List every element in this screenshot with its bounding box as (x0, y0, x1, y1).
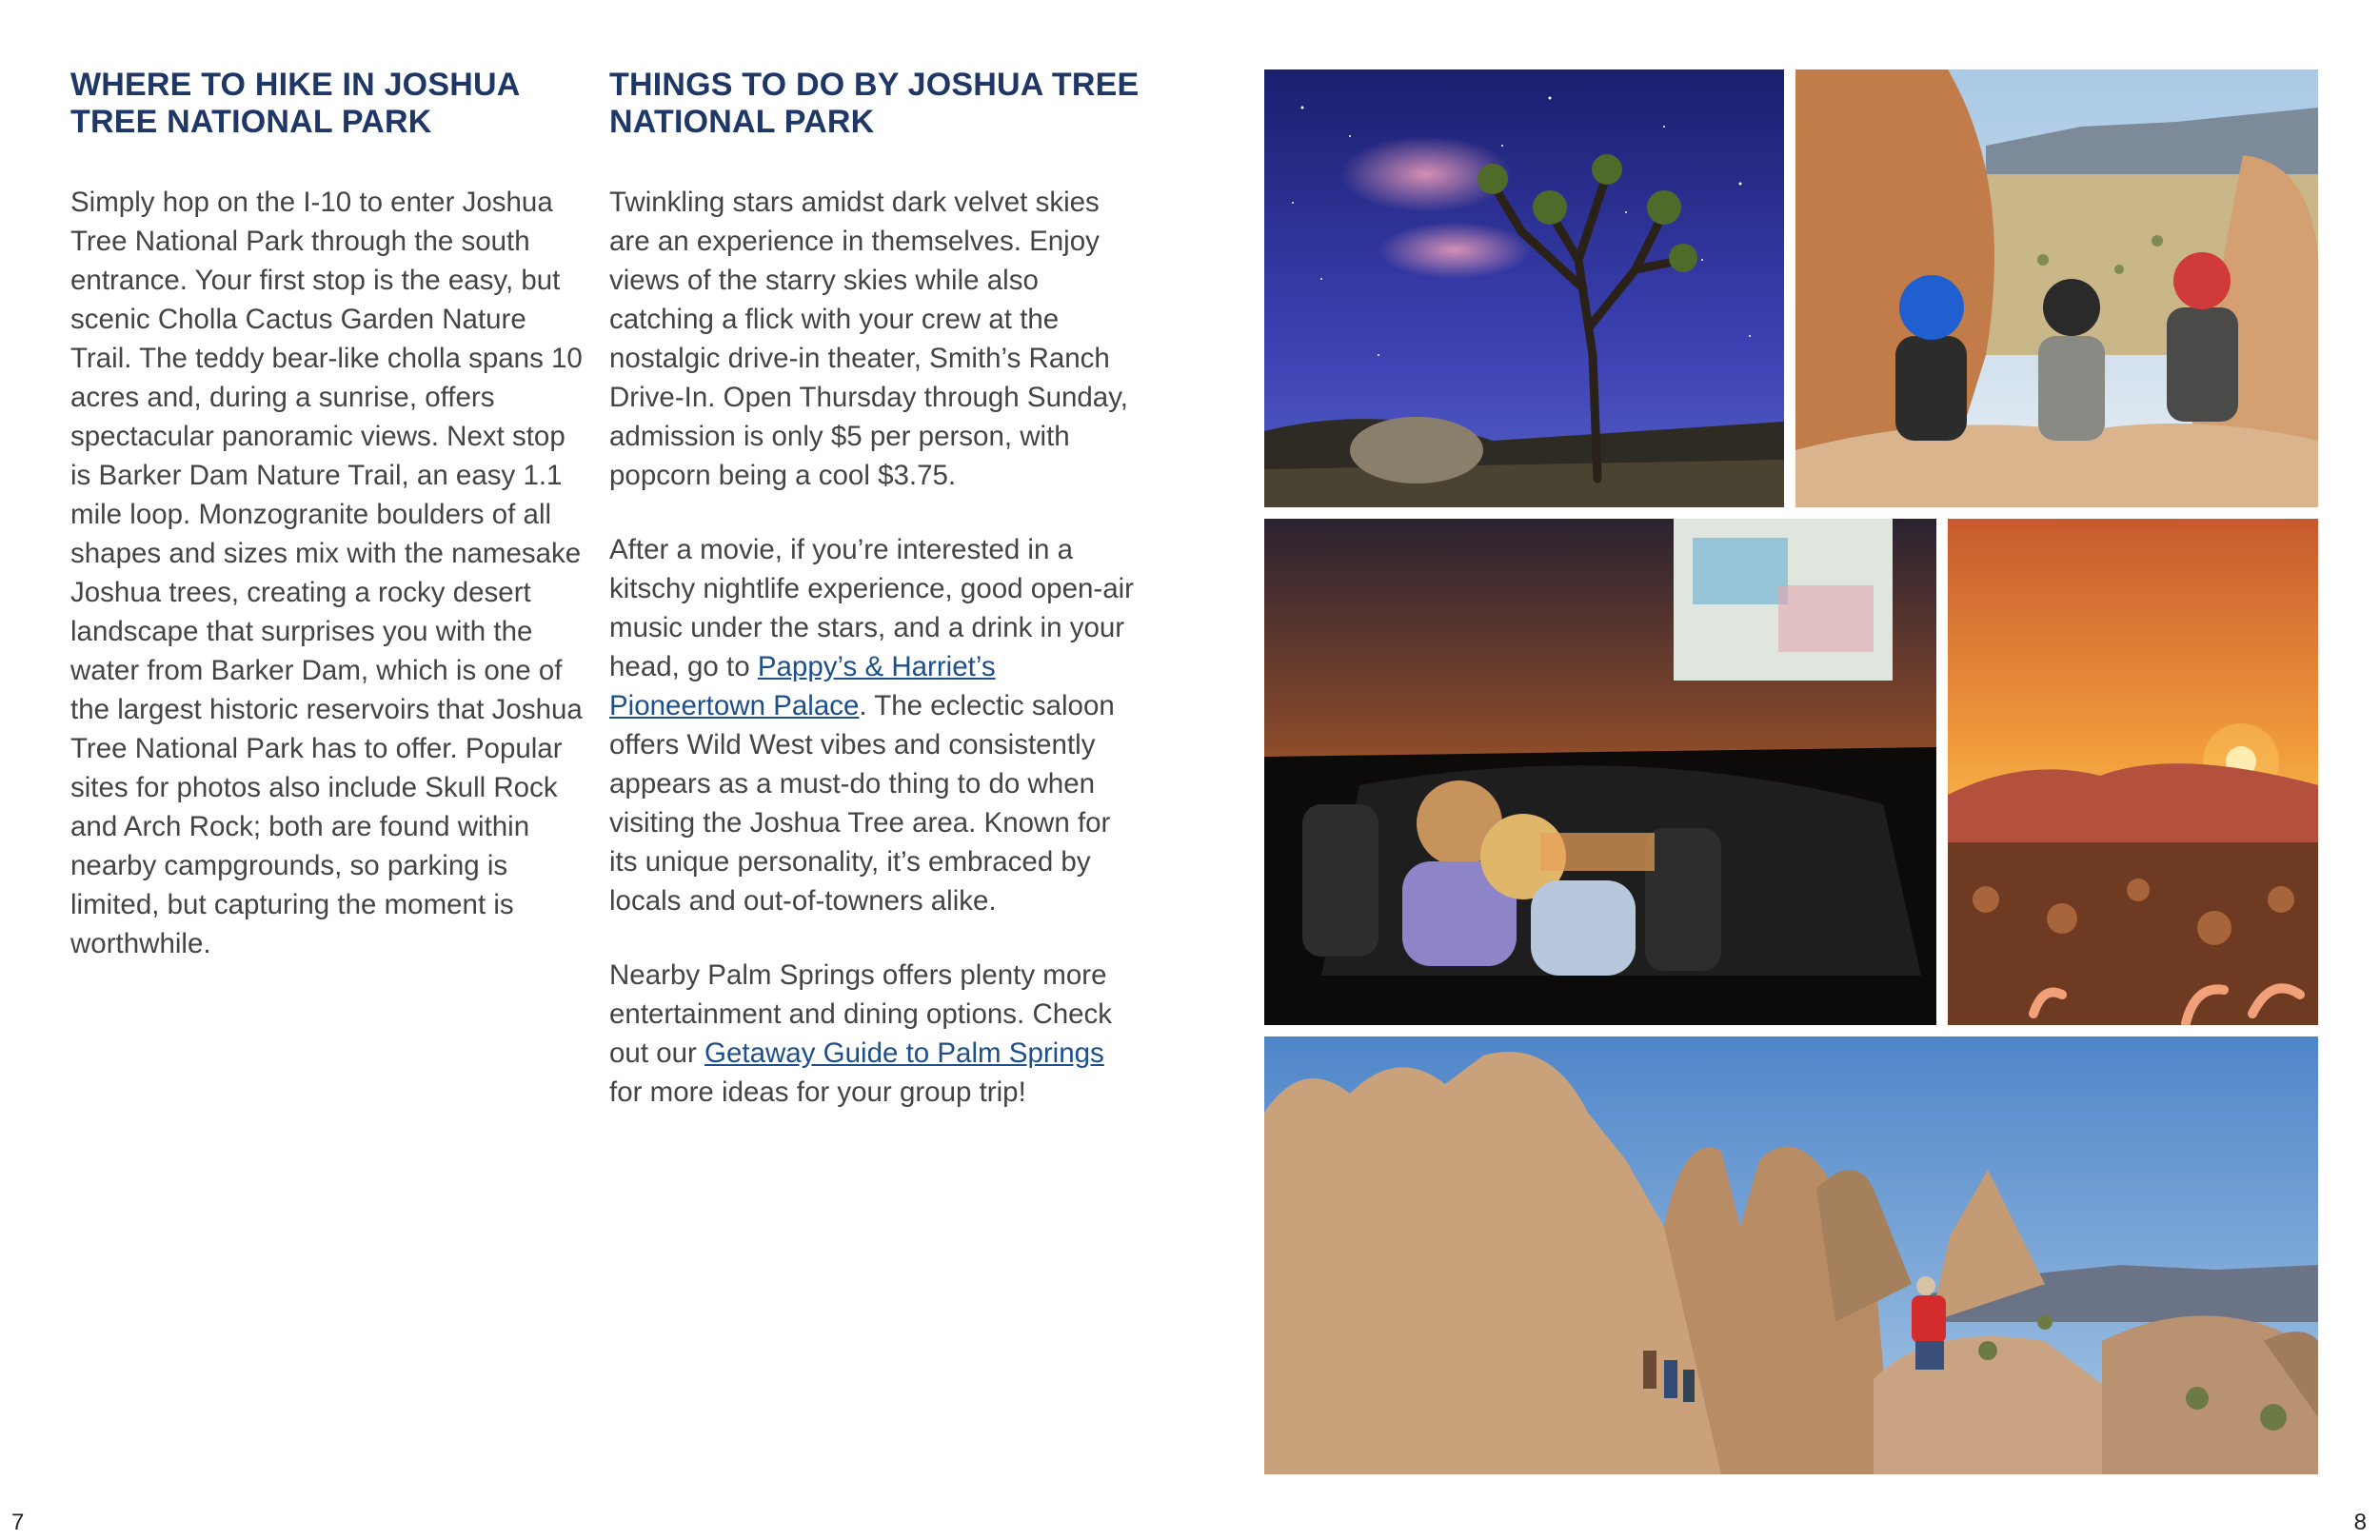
left-column (70, 67, 585, 998)
palm-springs-guide-link[interactable]: Getaway Guide to Palm Springs (704, 1037, 1104, 1069)
palm-springs-text-start: Nearby Palm Springs offers plenty more entertainment and dining options. Check out our (609, 959, 1113, 1069)
palm-springs-text-end: for more ideas for your group trip! (609, 1076, 1026, 1108)
drive-in-convertible-photo (1264, 519, 1936, 1025)
middle-column (609, 67, 1142, 1147)
hike-heading: WHERE TO HIKE IN JOSHUA TREE NATIONAL PARK (70, 67, 520, 140)
desert-sunset-photo (1948, 519, 2318, 1025)
kids-on-boulders-photo (1795, 69, 2318, 507)
palm-springs-paragraph (609, 956, 1142, 1112)
joshua-tree-night-sky-photo (1264, 69, 1784, 507)
rock-formation-hikers-photo (1264, 1037, 2318, 1474)
nightlife-text-start: After a movie, if you’re interested in a kitschy nightlife experience, good open-air music under the stars, and a drink in your head, go to (609, 534, 1134, 682)
page-number-right: 8 (2353, 1510, 2367, 1535)
nightlife-text-end: . The eclectic saloon offers Wild West vibes and consistently appears as a must-do thing to do when visiting the Joshua Tree area. Known for its unique personality, it’s embraced by locals and out-of-towners alike. (609, 690, 1115, 917)
pappys-link[interactable]: Pappy’s & Harriet’s Pioneertown Palace (609, 651, 996, 721)
nightlife-paragraph (609, 530, 1142, 920)
drive-in-paragraph: Twinkling stars amidst dark velvet skies are an experience in themselves. Enjoy views of the starry skies while also catching a flick with your crew at the nostalgic drive-in theater, Smith’s Ranch Drive-In. Open Thursday through Sunday, admission is only $5 per person, with popcorn being a cool $3.75. (609, 187, 1128, 491)
things-to-do-heading: THINGS TO DO BY JOSHUA TREE NATIONAL PARK (609, 67, 1140, 140)
hike-body: Simply hop on the I-10 to enter Joshua Tree National Park through the south entrance. Your first stop is the easy, but scenic Cholla Cactus Garden Nature Trail. The teddy bear-like cholla spans 10 acres and, during a sunrise, offers spectacular panoramic views. Next stop is Barker Dam Nature Trail, an easy 1.1 mile loop. Monzogranite boulders of all shapes and sizes mix with the namesake Joshua trees, creating a rocky desert landscape that surprises you with the water from Barker Dam, which is one of the largest historic reservoirs that Joshua Tree National Park has to offer. Popular sites for photos also include Skull Rock and Arch Rock; both are found within nearby campgrounds, so parking is limited, but capturing the moment is worthwhile. (70, 187, 583, 959)
page-number-left: 7 (11, 1510, 25, 1535)
